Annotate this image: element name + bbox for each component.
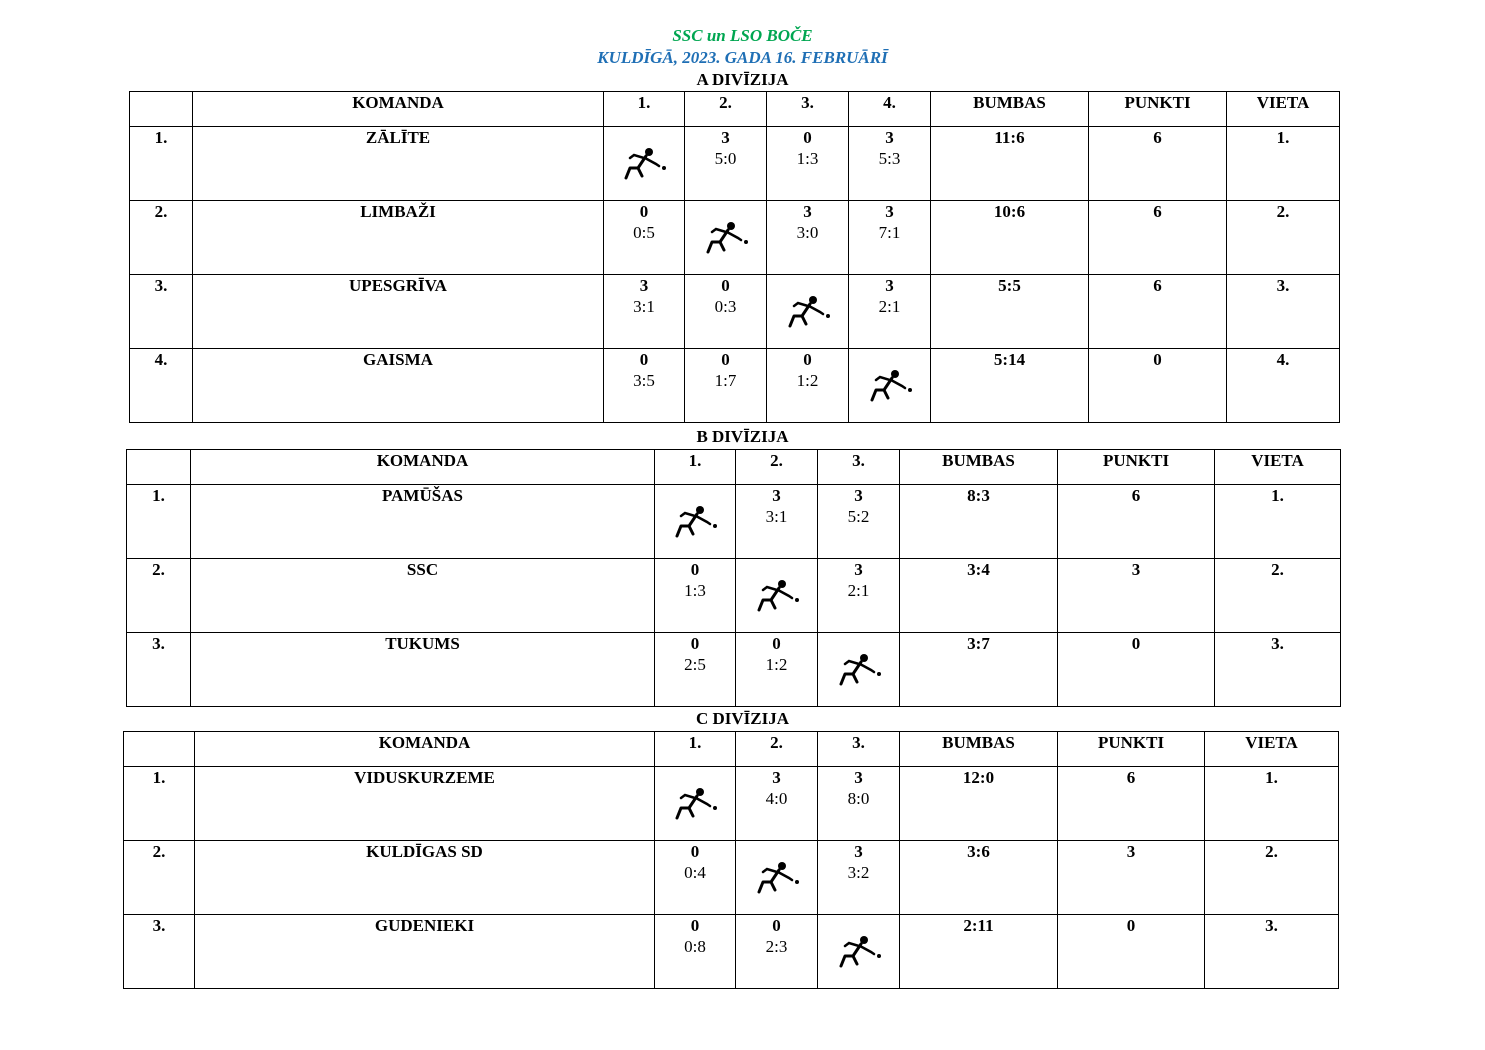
table-row	[130, 127, 1340, 201]
column-header: 3.	[818, 732, 900, 767]
match-result-cell	[849, 275, 931, 349]
column-header: VIETA	[1205, 732, 1339, 767]
match-result-cell	[767, 127, 849, 201]
row-number: 2.	[127, 559, 191, 633]
match-points: 0	[690, 634, 700, 653]
table-row	[127, 633, 1341, 707]
column-header	[124, 732, 195, 767]
match-result-cell	[736, 633, 818, 707]
table-row	[130, 201, 1340, 275]
match-score: 2:5	[684, 655, 706, 674]
match-points: 3	[803, 202, 812, 221]
match-score: 2:1	[878, 297, 901, 316]
match-result-cell	[767, 201, 849, 275]
match-result-cell	[736, 915, 818, 989]
match-score: 2:3	[765, 937, 788, 956]
row-number: 3.	[124, 915, 195, 989]
vieta-value: 3.	[1215, 633, 1341, 707]
boccia-player-icon	[698, 218, 754, 258]
match-points: 3	[854, 842, 863, 861]
match-result-cell	[685, 349, 767, 423]
vieta-value: 2.	[1215, 559, 1341, 633]
bumbas-value: 10:6	[931, 201, 1089, 275]
bumbas-value: 11:6	[931, 127, 1089, 201]
team-name: LIMBAŽI	[193, 201, 604, 275]
match-result-cell	[655, 633, 736, 707]
column-header: KOMANDA	[193, 92, 604, 127]
row-number: 2.	[130, 201, 193, 275]
column-header	[127, 450, 191, 485]
boccia-player-icon	[749, 576, 805, 616]
row-number: 3.	[127, 633, 191, 707]
punkti-value: 6	[1058, 485, 1215, 559]
team-name: KULDĪGAS SD	[195, 841, 655, 915]
punkti-value: 6	[1089, 127, 1227, 201]
self-match-cell	[849, 349, 931, 423]
match-score: 1:2	[796, 371, 819, 390]
division-b-table	[126, 449, 1341, 707]
match-score: 8:0	[847, 789, 870, 808]
team-name: GUDENIEKI	[195, 915, 655, 989]
team-name: SSC	[191, 559, 655, 633]
match-points: 0	[639, 350, 649, 369]
match-score: 0:5	[633, 223, 655, 242]
vieta-value: 2.	[1205, 841, 1339, 915]
match-points: 3	[885, 202, 894, 221]
team-name: TUKUMS	[191, 633, 655, 707]
match-result-cell	[604, 349, 685, 423]
column-header: BUMBAS	[900, 732, 1058, 767]
column-header: PUNKTI	[1058, 732, 1205, 767]
match-points: 3	[854, 486, 863, 505]
vieta-value: 3.	[1205, 915, 1339, 989]
punkti-value: 3	[1058, 841, 1205, 915]
header-row	[127, 450, 1341, 485]
column-header: 2.	[736, 450, 818, 485]
match-result-cell	[736, 767, 818, 841]
match-score: 1:3	[684, 581, 706, 600]
match-points: 3	[772, 768, 781, 787]
match-points: 0	[690, 560, 700, 579]
bumbas-value: 3:4	[900, 559, 1058, 633]
bumbas-value: 8:3	[900, 485, 1058, 559]
column-header: BUMBAS	[931, 92, 1089, 127]
match-points: 3	[854, 768, 863, 787]
column-header: 2.	[736, 732, 818, 767]
match-result-cell	[818, 485, 900, 559]
vieta-value: 2.	[1227, 201, 1340, 275]
vieta-value: 1.	[1215, 485, 1341, 559]
boccia-player-icon	[780, 292, 836, 332]
match-score: 5:2	[847, 507, 870, 526]
column-header: BUMBAS	[900, 450, 1058, 485]
division-c-title: C DIVĪZIJA	[695, 709, 790, 728]
match-score: 0:3	[714, 297, 737, 316]
page-title-line2: KULDĪGĀ, 2023. GADA 16. FEBRUĀRĪ	[597, 48, 888, 67]
match-result-cell	[818, 767, 900, 841]
division-a-title: A DIVĪZIJA	[696, 70, 789, 89]
boccia-player-icon	[667, 502, 723, 542]
match-points: 0	[772, 916, 781, 935]
team-name: VIDUSKURZEME	[195, 767, 655, 841]
match-result-cell	[685, 275, 767, 349]
column-header: 1.	[655, 450, 736, 485]
match-points: 3	[639, 276, 649, 295]
match-result-cell	[655, 841, 736, 915]
match-result-cell	[818, 841, 900, 915]
punkti-value: 6	[1089, 201, 1227, 275]
match-points: 0	[690, 842, 700, 861]
row-number: 1.	[127, 485, 191, 559]
match-result-cell	[655, 915, 736, 989]
table-row	[127, 559, 1341, 633]
column-header: KOMANDA	[191, 450, 655, 485]
table-row	[130, 349, 1340, 423]
bumbas-value: 2:11	[900, 915, 1058, 989]
match-result-cell	[818, 559, 900, 633]
team-name: UPESGRĪVA	[193, 275, 604, 349]
vieta-value: 3.	[1227, 275, 1340, 349]
column-header: VIETA	[1227, 92, 1340, 127]
punkti-value: 0	[1089, 349, 1227, 423]
boccia-player-icon	[862, 366, 918, 406]
column-header: KOMANDA	[195, 732, 655, 767]
match-result-cell	[655, 559, 736, 633]
table-row	[124, 841, 1339, 915]
match-points: 0	[803, 350, 812, 369]
match-result-cell	[736, 485, 818, 559]
division-a-table	[129, 91, 1340, 423]
match-score: 3:0	[796, 223, 819, 242]
match-result-cell	[849, 201, 931, 275]
column-header	[130, 92, 193, 127]
match-points: 0	[803, 128, 812, 147]
match-score: 2:1	[847, 581, 870, 600]
self-match-cell	[655, 485, 736, 559]
match-points: 0	[639, 202, 649, 221]
punkti-value: 6	[1089, 275, 1227, 349]
match-score: 3:5	[633, 371, 655, 390]
column-header: VIETA	[1215, 450, 1341, 485]
punkti-value: 6	[1058, 767, 1205, 841]
match-result-cell	[604, 201, 685, 275]
page-title-line1: SSC un LSO BOČE	[672, 26, 813, 45]
self-match-cell	[604, 127, 685, 201]
punkti-value: 0	[1058, 915, 1205, 989]
table-row	[127, 485, 1341, 559]
self-match-cell	[736, 841, 818, 915]
match-points: 0	[772, 634, 781, 653]
self-match-cell	[685, 201, 767, 275]
column-header: PUNKTI	[1089, 92, 1227, 127]
match-points: 0	[721, 276, 730, 295]
column-header: 3.	[767, 92, 849, 127]
header-row	[130, 92, 1340, 127]
bumbas-value: 12:0	[900, 767, 1058, 841]
match-result-cell	[604, 275, 685, 349]
match-score: 4:0	[765, 789, 788, 808]
bumbas-value: 5:5	[931, 275, 1089, 349]
row-number: 3.	[130, 275, 193, 349]
team-name: GAISMA	[193, 349, 604, 423]
boccia-player-icon	[831, 932, 887, 972]
match-score: 7:1	[878, 223, 901, 242]
match-points: 3	[885, 128, 894, 147]
self-match-cell	[655, 767, 736, 841]
match-score: 3:1	[765, 507, 788, 526]
punkti-value: 3	[1058, 559, 1215, 633]
table-row	[124, 767, 1339, 841]
column-header: 1.	[655, 732, 736, 767]
boccia-player-icon	[831, 650, 887, 690]
column-header: 4.	[849, 92, 931, 127]
match-result-cell	[849, 127, 931, 201]
self-match-cell	[736, 559, 818, 633]
match-score: 1:2	[765, 655, 788, 674]
table-row	[130, 275, 1340, 349]
match-points: 3	[772, 486, 781, 505]
match-score: 0:4	[684, 863, 706, 882]
match-points: 3	[885, 276, 894, 295]
team-name: PAMŪŠAS	[191, 485, 655, 559]
column-header: 1.	[604, 92, 685, 127]
division-b-title: B DIVĪZIJA	[696, 427, 789, 446]
column-header: 2.	[685, 92, 767, 127]
bumbas-value: 3:7	[900, 633, 1058, 707]
match-score: 5:0	[714, 149, 737, 168]
match-score: 0:8	[684, 937, 706, 956]
match-points: 0	[721, 350, 730, 369]
match-result-cell	[767, 349, 849, 423]
header-row	[124, 732, 1339, 767]
match-score: 5:3	[878, 149, 901, 168]
column-header: PUNKTI	[1058, 450, 1215, 485]
self-match-cell	[818, 915, 900, 989]
table-row	[124, 915, 1339, 989]
row-number: 1.	[130, 127, 193, 201]
row-number: 4.	[130, 349, 193, 423]
bumbas-value: 5:14	[931, 349, 1089, 423]
team-name: ZĀLĪTE	[193, 127, 604, 201]
vieta-value: 1.	[1205, 767, 1339, 841]
match-score: 3:1	[633, 297, 655, 316]
vieta-value: 1.	[1227, 127, 1340, 201]
bumbas-value: 3:6	[900, 841, 1058, 915]
vieta-value: 4.	[1227, 349, 1340, 423]
boccia-player-icon	[749, 858, 805, 898]
row-number: 1.	[124, 767, 195, 841]
match-score: 1:3	[796, 149, 819, 168]
row-number: 2.	[124, 841, 195, 915]
match-points: 3	[854, 560, 863, 579]
column-header: 3.	[818, 450, 900, 485]
division-c-table	[123, 731, 1339, 989]
match-result-cell	[685, 127, 767, 201]
boccia-player-icon	[616, 144, 672, 184]
match-score: 1:7	[714, 371, 737, 390]
self-match-cell	[818, 633, 900, 707]
match-points: 3	[721, 128, 730, 147]
match-points: 0	[690, 916, 700, 935]
match-score: 3:2	[847, 863, 870, 882]
punkti-value: 0	[1058, 633, 1215, 707]
boccia-player-icon	[667, 784, 723, 824]
self-match-cell	[767, 275, 849, 349]
